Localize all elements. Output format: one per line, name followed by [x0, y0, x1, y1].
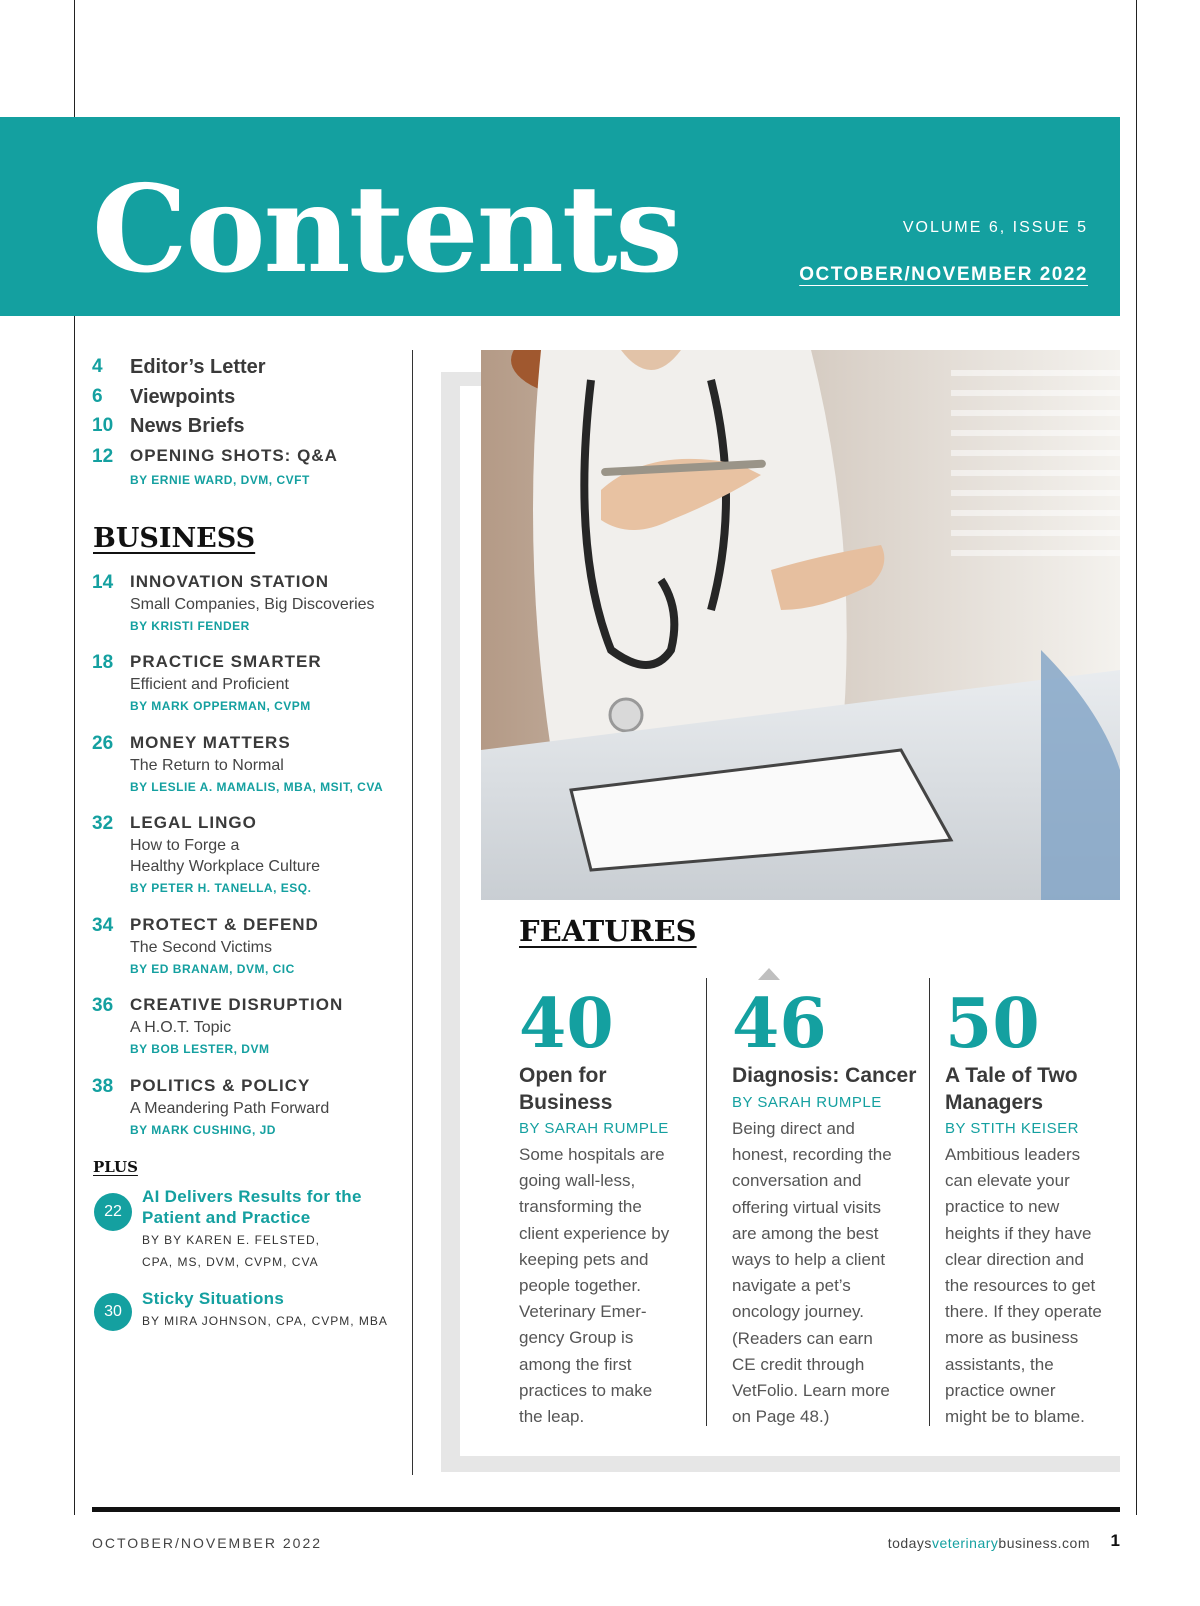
section-heading-business: BUSINESS	[93, 523, 256, 554]
decorative-frame	[441, 372, 460, 1472]
toc-page-number: 18	[92, 652, 114, 673]
triangle-marker-icon	[758, 968, 780, 980]
toc-title: OPENING SHOTS: Q&A	[130, 446, 338, 465]
feature-byline: BY SARAH RUMPLE	[732, 1094, 882, 1111]
toc-page-number: 26	[92, 733, 114, 754]
toc-title: News Briefs	[130, 415, 245, 437]
toc-page-number: 10	[92, 415, 114, 436]
feature-page-number: 40	[519, 984, 614, 1064]
section-heading-features: FEATURES	[519, 914, 697, 948]
toc-byline: BY ED BRANAM, DVM, CIC	[130, 962, 295, 976]
feature-title: A Tale of Two	[945, 1064, 1078, 1087]
toc-title: PRACTICE SMARTER	[130, 652, 322, 671]
feature-page-number: 50	[945, 984, 1040, 1064]
toc-subtitle: Efficient and Proficient	[130, 676, 289, 693]
feature-description: Being direct and honest, recording the conversation and offering virtual visits are among the best ways to help a client navigate a pet’s oncology journey. (Readers can earn CE credit through VetFolio. Learn more on Page 48.)	[732, 1119, 892, 1427]
page-title: Contents	[92, 159, 681, 300]
toc-title: POLITICS & POLICY	[130, 1076, 311, 1095]
toc-page-number: 12	[92, 446, 114, 467]
toc-title: MONEY MATTERS	[130, 733, 291, 752]
toc-byline: BY BOB LESTER, DVM	[130, 1042, 270, 1056]
toc-title: PROTECT & DEFEND	[130, 915, 319, 934]
toc-subtitle: Healthy Workplace Culture	[130, 858, 321, 875]
feature-description: Some hospitals are going wall-less, transforming the client experience by keeping pets and people together. Veterinary Emer- gency Group is among the first practices to make the leap.	[519, 1145, 670, 1427]
toc-subtitle: The Return to Normal	[130, 757, 284, 774]
feature-divider	[929, 978, 930, 1426]
issue-date: OCTOBER/NOVEMBER 2022	[799, 264, 1088, 285]
toc-subtitle: A H.O.T. Topic	[130, 1019, 232, 1036]
volume-issue: VOLUME 6, ISSUE 5	[902, 219, 1088, 236]
toc-title: Viewpoints	[130, 386, 236, 408]
toc-title: CREATIVE DISRUPTION	[130, 995, 344, 1014]
toc-byline: BY KRISTI FENDER	[130, 619, 250, 633]
feature-title: Open for	[519, 1064, 607, 1087]
plus-title: Patient and Practice	[142, 1208, 311, 1227]
decorative-frame	[441, 1456, 1120, 1472]
toc-byline: BY LESLIE A. MAMALIS, MBA, MSIT, CVA	[130, 780, 384, 794]
plus-byline: BY MIRA JOHNSON, CPA, CVPM, MBA	[142, 1314, 388, 1328]
plus-title: Sticky Situations	[142, 1289, 285, 1308]
cover-photo-veterinarian	[481, 350, 1120, 900]
toc-subtitle: The Second Victims	[130, 939, 272, 956]
page-number: 1	[1110, 1531, 1120, 1550]
toc-byline: BY MARK OPPERMAN, CVPM	[130, 699, 311, 713]
feature-title: Managers	[945, 1091, 1044, 1114]
footer-website[interactable]: todaysveterinarybusiness.com	[887, 1535, 1090, 1551]
feature-byline: BY SARAH RUMPLE	[519, 1120, 669, 1137]
plus-byline: CPA, MS, DVM, CVPM, CVA	[142, 1255, 319, 1269]
column-divider	[412, 350, 413, 1475]
toc-page-number: 34	[92, 915, 114, 936]
toc-subtitle: How to Forge a	[130, 837, 240, 854]
toc-page-number: 32	[92, 813, 114, 834]
plus-byline: BY BY KAREN E. FELSTED,	[142, 1233, 320, 1247]
toc-byline: BY PETER H. TANELLA, ESQ.	[130, 881, 312, 895]
page-right-rule	[1136, 0, 1137, 1515]
footer-rule	[92, 1507, 1120, 1512]
feature-page-number: 46	[732, 984, 827, 1064]
toc-page-number: 38	[92, 1076, 114, 1097]
toc-page-number: 6	[92, 386, 103, 407]
footer-date: OCTOBER/NOVEMBER 2022	[92, 1535, 323, 1551]
photo-illustration	[481, 350, 1120, 900]
toc-title: LEGAL LINGO	[130, 813, 257, 832]
toc-subtitle: A Meandering Path Forward	[130, 1100, 330, 1117]
toc-byline: BY MARK CUSHING, JD	[130, 1123, 276, 1137]
toc-page-number: 36	[92, 995, 114, 1016]
feature-divider	[706, 978, 707, 1426]
page-number-badge: 22	[94, 1193, 132, 1231]
toc-title: INNOVATION STATION	[130, 572, 330, 591]
toc-byline: BY ERNIE WARD, DVM, CVFT	[130, 473, 310, 487]
toc-page-number: 14	[92, 572, 114, 593]
section-heading-plus: PLUS	[93, 1158, 138, 1176]
toc-page-number: 4	[92, 356, 103, 377]
feature-title: Diagnosis: Cancer	[732, 1064, 917, 1087]
toc-subtitle: Small Companies, Big Discoveries	[130, 596, 375, 613]
toc-title: Editor’s Letter	[130, 356, 266, 378]
plus-title: AI Delivers Results for the	[142, 1187, 362, 1206]
feature-description: Ambitious leaders can elevate your practice to new heights if they have clear direction and the resources to get there. If they operate more as business assistants, the practice owner might be to blame.	[945, 1145, 1102, 1427]
feature-title: Business	[519, 1091, 613, 1114]
page-number-badge: 30	[94, 1293, 132, 1331]
feature-byline: BY STITH KEISER	[945, 1120, 1079, 1137]
